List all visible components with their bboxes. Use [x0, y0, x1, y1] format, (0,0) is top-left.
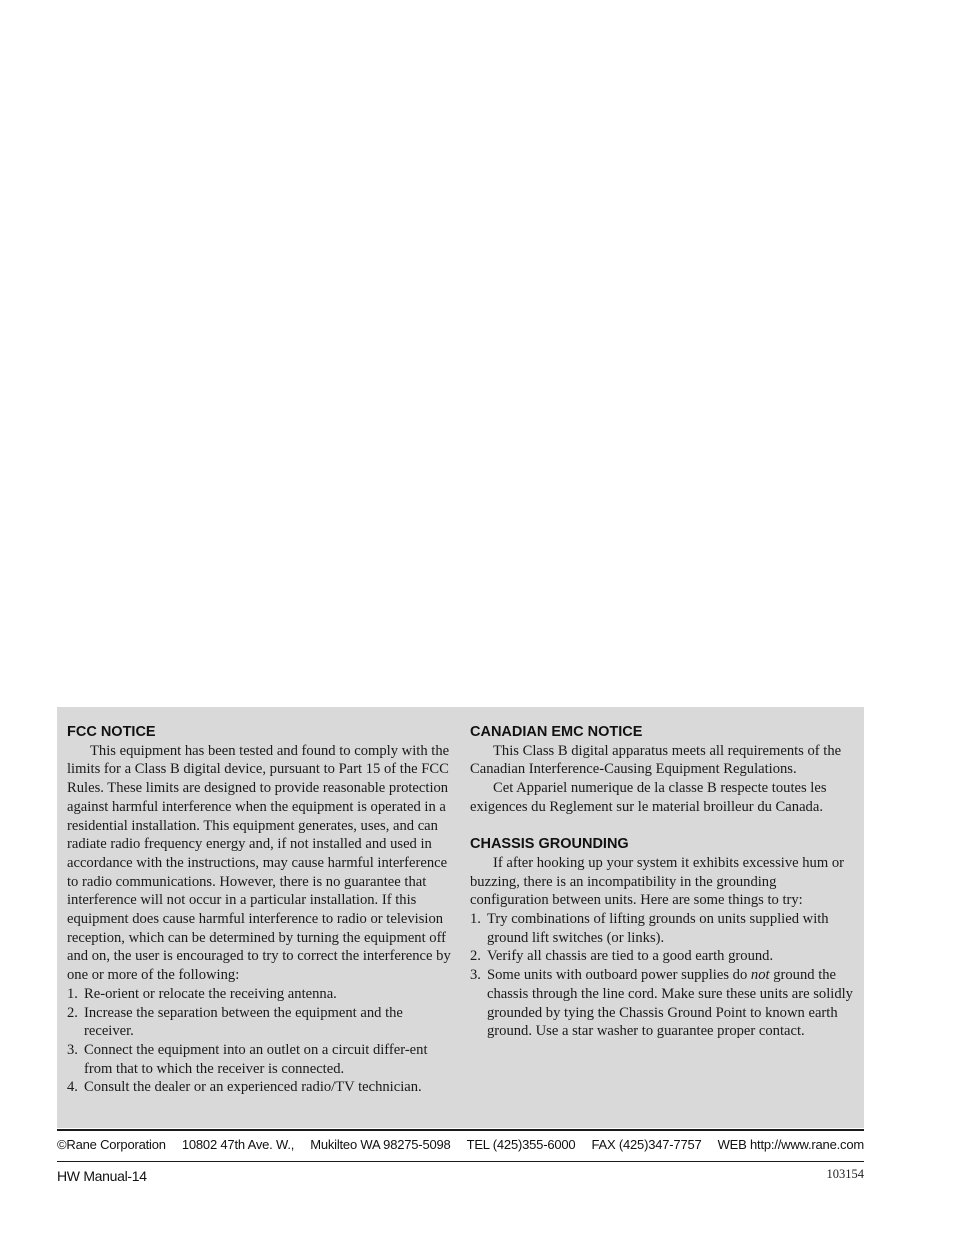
list-item-number: 2.: [470, 948, 481, 965]
footer-bottom-rule: [57, 1161, 864, 1162]
list-item-number: 4.: [67, 1079, 78, 1096]
list-item-number: 2.: [67, 1004, 78, 1021]
chassis-grounding-heading: CHASSIS GROUNDING: [470, 836, 629, 853]
footer-website: WEB http://www.rane.com: [717, 1137, 864, 1152]
canadian-emc-paragraph-french: Cet Appariel numerique de la classe B respecte toutes les exigences du Reglement sur le material broilleur du Canada.: [470, 780, 827, 815]
chassis-grounding-paragraph: If after hooking up your system it exhibits excessive hum or buzzing, there is an incompatibility in the grounding configuration between units. Here are some things to try:: [470, 854, 844, 909]
list-item: [67, 1041, 452, 1078]
canadian-emc-paragraph-english: This Class B digital apparatus meets all requirements of the Canadian Interference-Causing Equipment Regulations.: [470, 742, 842, 778]
list-item-number: 1.: [67, 985, 78, 1002]
list-item-text: Consult the dealer or an experienced radio/TV technician.: [84, 1079, 422, 1096]
list-item-number: 1.: [470, 911, 481, 928]
list-item: [67, 1004, 452, 1041]
list-item-text: Increase the separation between the equipment and the receiver.: [84, 1004, 403, 1040]
footer-top-rule: [57, 1129, 864, 1131]
list-item: [67, 1078, 452, 1097]
fcc-notice-section: [67, 723, 452, 1097]
right-column: [470, 723, 855, 1041]
footer-fax: FAX (425)347-7757: [591, 1137, 702, 1152]
list-item: [470, 966, 855, 1041]
fcc-notice-paragraph: This equipment has been tested and found to comply with the limits for a Class B digital device, pursuant to Part 15 of the FCC Rules. These limits are designed to provide reasonable protection against harmful interference when the equipment is operated in a residential installation. This equipment generates, uses, and can radiate radio frequency energy and, if not installed and used in accordance with the instructions, may cause harmful interference to radio communications. However, there is no guarantee that interference will not occur in a particular installation. If this equipment does cause harmful interference to radio or television reception, which can be determined by turning the equipment off and on, the user is encouraged to try to correct the interference by one or more of the following:: [67, 742, 451, 984]
canadian-emc-heading: CANADIAN EMC NOTICE: [470, 724, 643, 740]
document-code: 103154: [826, 1167, 864, 1181]
list-item-text: Re-orient or relocate the receiving antenna.: [84, 985, 337, 1002]
footer-city: Mukilteo WA 98275-5098: [310, 1137, 451, 1152]
manual-identifier: HW Manual-14: [57, 1168, 147, 1184]
footer-address: 10802 47th Ave. W.,: [181, 1137, 295, 1152]
fcc-notice-heading: FCC NOTICE: [67, 724, 156, 740]
chassis-grounding-list: [470, 910, 855, 1041]
footer-contact-line: [57, 1136, 864, 1154]
list-item: [470, 910, 855, 947]
list-item-text: Try combinations of lifting grounds on units supplied with ground lift switches (or links).: [487, 911, 829, 946]
footer-company: ©Rane Corporation: [57, 1137, 166, 1152]
notice-panel: [57, 707, 864, 1128]
list-item: [470, 947, 855, 966]
list-item: [67, 985, 452, 1004]
list-item-text-end: ground the chassis through the line cord. Make sure these units are solidly grounded by tying the Chassis Ground Point to known earth ground. Use a star washer to guarantee proper contact.: [487, 967, 853, 1040]
list-item-text: Connect the equipment into an outlet on a circuit differ-ent from that to which the receiver is connected.: [84, 1041, 428, 1077]
list-item-text: [487, 967, 853, 1039]
footer-telephone: TEL (425)355-6000: [466, 1137, 576, 1152]
list-item-text: Verify all chassis are tied to a good earth ground.: [487, 948, 774, 965]
list-item-text-start: Some units with outboard power supplies do: [487, 967, 751, 984]
fcc-remedy-list: [67, 985, 452, 1097]
list-item-number: 3.: [67, 1041, 78, 1058]
list-item-number: 3.: [470, 967, 481, 984]
emphasized-word: not: [750, 967, 770, 984]
